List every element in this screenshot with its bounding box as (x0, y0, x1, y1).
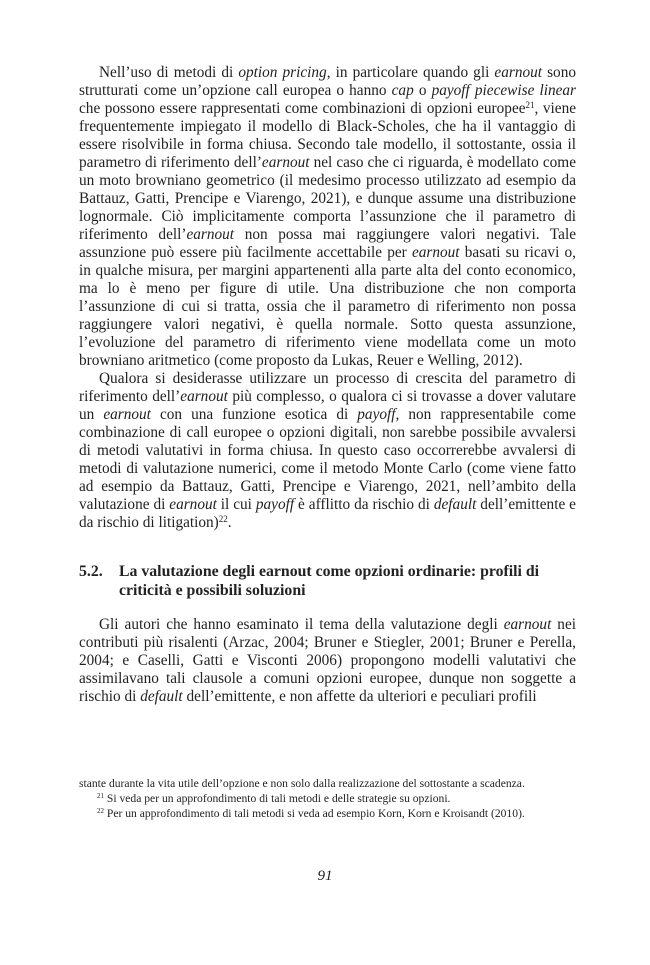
italic-term: earnout (261, 154, 310, 171)
footnote-ref: 21 (525, 100, 535, 110)
paragraph-option-pricing: Nell’uso di metodi di option pricing, in particolare quando gli earnout sono strutturati come un’opzione call europea o hanno cap o payoff piecewise linear che possono essere rappresentati come combinazioni di opzioni europee$^{21}$, viene frequentemente impiegato il modello di Black-Scholes, che ha il vantaggio di essere risolvibile in forma chiusa. Secondo tale modello, il sottostante, ossia il parametro di riferimento dell’earnout nel caso che ci riguarda, è modellato come un moto browniano geometrico (il medesimo processo utilizzato ad esempio da Battauz, Gatti, Prencipe e Viarengo, 2021), e dunque assume una distribuzione lognormale. Ciò implicitamente comporta l’assunzione che il parametro di riferimento dell’earnout non possa mai raggiungere valori negativi. Tale assunzione può essere più facilmente accettabile per earnout basati su ricavi o, in qualche misura, per margini appartenenti alla parte alta del conto economico, ma lo è meno per figure di utile. Una distribuzione che non comporta l’assunzione di cui si tratta, ossia che il parametro di riferimento non possa raggiungere valori negativi, è quella normale. Sotto questa assunzione, l’evoluzione del parametro di riferimento viene modellata come un moto browniano aritmetico (come proposto da Lukas, Reuer e Welling, 2012). (79, 64, 577, 369)
italic-term: cap (391, 82, 414, 99)
page-number: 91 (317, 868, 333, 884)
footnote-mark: 22 (97, 807, 104, 815)
footnote-21 (79, 791, 576, 806)
section-number: 5.2. (79, 563, 103, 580)
italic-term: default (433, 496, 477, 513)
footnote-mark: 21 (97, 792, 104, 800)
italic-term: option pricing (238, 64, 327, 81)
footnote-22 (79, 806, 576, 821)
footnote-continuation: stante durante la vita utile dell’opzione e non solo dalla realizzazione del sottostante a scadenza. (79, 777, 525, 790)
italic-term: payoff (255, 496, 295, 513)
italic-term: earnout (186, 226, 235, 243)
main-text (79, 64, 576, 706)
section-title: La valutazione degli earnout come opzioni ordinarie: profili di criticità e possibili soluzioni (119, 563, 540, 599)
italic-term: payoff (357, 406, 396, 423)
italic-term: earnout (169, 496, 217, 513)
italic-term: earnout (503, 616, 552, 633)
italic-term: earnout (494, 64, 543, 81)
italic-term: earnout (411, 244, 460, 261)
italic-term: payoff piecewise linear (431, 82, 576, 99)
italic-term: default (140, 688, 183, 705)
italic-term: earnout (103, 406, 151, 423)
section-heading (79, 562, 576, 600)
footnote-text: Si veda per un approfondimento di tali metodi e delle strategie su opzioni. (104, 792, 451, 805)
footnote-text: Per un approfondimento di tali metodi si veda ad esempio Korn, Korn e Kroisandt (2010). (104, 807, 525, 820)
paragraph-earlier-authors: Gli autori che hanno esaminato il tema della valutazione degli earnout nei contributi più risalenti (Arzac, 2004; Bruner e Stiegler, 2001; Bruner e Perella, 2004; e Caselli, Gatti e Visconti 2006) propongono modelli valutativi che assimilavano tali clausole a comuni opzioni europee, dunque non soggette a rischio di default dell’emittente, e non affette da ulteriori e peculiari profili (79, 616, 576, 705)
italic-term: earnout (180, 388, 228, 405)
paragraph-complex-process: Qualora si desiderasse utilizzare un processo di crescita del parametro di riferimento dell’earnout più complesso, o qualora ci si trovasse a dover valutare un earnout con una funzione esotica di payoff, non rappresentabile come combinazione di call europee o opzioni digitali, non sarebbe possibile avvalersi di metodi valutativi in forma chiusa. In questo caso occorrerebbe avvalersi di metodi di valutazione numerici, come il metodo Monte Carlo (come viene fatto ad esempio da Battauz, Gatti, Prencipe e Viarengo, 2021, nell’ambito della valutazione di earnout il cui payoff è afflitto da rischio di default dell’emittente e da rischio di litigation)$^{22}$. (79, 370, 576, 531)
footnote-ref: 22 (218, 514, 228, 524)
footnotes (79, 776, 576, 821)
